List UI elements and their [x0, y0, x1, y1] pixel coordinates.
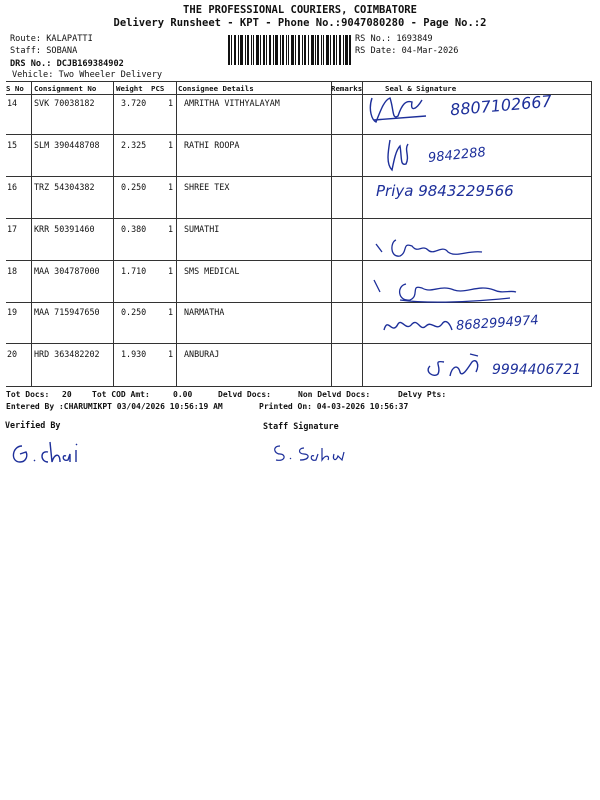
consignment-cell: MAA 304787000: [34, 266, 100, 276]
consignee-cell: SMS MEDICAL: [184, 266, 240, 276]
column-header: Consignment No: [34, 84, 97, 93]
rs-number: RS No.: 1693849: [355, 34, 433, 44]
rs-date: RS Date: 04-Mar-2026: [355, 46, 459, 56]
column-header: Seal & Signature: [385, 84, 457, 93]
signature-scribble: [380, 136, 420, 176]
consignee-cell: SUMATHI: [184, 224, 220, 234]
col-divider: [113, 81, 114, 387]
weight-cell: 0.250: [121, 182, 147, 192]
col-divider: [176, 81, 177, 387]
totals-cod-label: Tot COD Amt:: [92, 390, 150, 399]
pcs-cell: 1: [168, 182, 174, 192]
handwritten-phone: 9994406721: [492, 362, 582, 378]
staff-signature: [270, 440, 350, 464]
sno-cell: 19: [7, 307, 18, 317]
totals-docs-value: 20: [62, 390, 72, 399]
row-divider: [6, 343, 591, 344]
delivery-points-label: Delvy Pts:: [398, 390, 447, 399]
pcs-cell: 1: [168, 98, 174, 108]
table-top-rule: [6, 81, 591, 82]
consignee-cell: AMRITHA VITHYALAYAM: [184, 98, 280, 108]
route-label: Route: KALAPATTI: [10, 34, 93, 44]
sno-cell: 14: [7, 98, 18, 108]
row-divider: [6, 260, 591, 261]
sno-cell: 20: [7, 349, 18, 359]
consignee-cell: RATHI ROOPA: [184, 140, 240, 150]
weight-cell: 3.720: [121, 98, 147, 108]
table-bottom-rule: [6, 386, 591, 387]
staff-label: Staff: SOBANA: [10, 46, 78, 56]
weight-cell: 2.325: [121, 140, 147, 150]
consignee-cell: NARMATHA: [184, 307, 225, 317]
verifier-signature: [8, 438, 88, 468]
consignment-cell: MAA 715947650: [34, 307, 100, 317]
col-divider: [31, 81, 32, 387]
vehicle-label: Vehicle: Two Wheeler Delivery: [12, 70, 163, 80]
col-divider: [331, 81, 332, 387]
column-header: S No: [6, 84, 24, 93]
handwritten-phone: 8682994974: [455, 313, 540, 334]
drs-number: DRS No.: DCJB169384902: [10, 59, 124, 69]
column-header: Remarks: [331, 84, 363, 93]
column-header: Consignee Details: [178, 84, 254, 93]
col-divider: [362, 81, 363, 387]
row-divider: [6, 134, 591, 135]
weight-cell: 0.250: [121, 307, 147, 317]
signature-scribble: [380, 310, 460, 340]
consignment-cell: TRZ 54304382: [34, 182, 95, 192]
pcs-cell: 1: [168, 266, 174, 276]
handwritten-name-phone: Priya 9843229566: [376, 182, 514, 200]
sno-cell: 16: [7, 182, 18, 192]
pcs-cell: 1: [168, 307, 174, 317]
signature-scribble: [366, 90, 436, 130]
consignment-cell: SLM 390448708: [34, 140, 100, 150]
weight-cell: 1.930: [121, 349, 147, 359]
handwritten-phone: 9842288: [427, 145, 487, 166]
col-divider: [591, 81, 592, 387]
staff-signature-label: Staff Signature: [263, 421, 339, 431]
barcode-icon: [228, 35, 352, 65]
pcs-cell: 1: [168, 349, 174, 359]
row-divider: [6, 218, 591, 219]
column-header: PCS: [151, 84, 165, 93]
totals-docs-label: Tot Docs:: [6, 390, 50, 399]
sno-cell: 17: [7, 224, 18, 234]
weight-cell: 0.380: [121, 224, 147, 234]
totals-cod-value: 0.00: [173, 390, 193, 399]
runsheet-subtitle: Delivery Runsheet - KPT - Phone No.:9047080280 - Page No.:2: [113, 17, 487, 29]
handwritten-phone: 8807102667: [449, 91, 553, 120]
consignment-cell: SVK 70038182: [34, 98, 95, 108]
pcs-cell: 1: [168, 140, 174, 150]
sno-cell: 15: [7, 140, 18, 150]
weight-cell: 1.710: [121, 266, 147, 276]
pcs-cell: 1: [168, 224, 174, 234]
signature-scribble: [370, 270, 520, 304]
delivered-docs-label: Delvd Docs:: [218, 390, 271, 399]
signature-scribble: [424, 352, 490, 382]
consignment-cell: KRR 50391460: [34, 224, 95, 234]
row-divider: [6, 176, 591, 177]
sno-cell: 18: [7, 266, 18, 276]
entered-by: Entered By :CHARUMIKPT 03/04/2026 10:56:19 AM: [6, 402, 223, 411]
printed-on: Printed On: 04-03-2026 10:56:37: [259, 402, 409, 411]
column-header: Weight: [116, 84, 143, 93]
company-title: THE PROFESSIONAL COURIERS, COIMBATORE: [183, 4, 417, 16]
consignee-cell: ANBURAJ: [184, 349, 220, 359]
non-delivered-docs-label: Non Delvd Docs:: [298, 390, 371, 399]
consignee-cell: SHREE TEX: [184, 182, 230, 192]
consignment-cell: HRD 363482202: [34, 349, 100, 359]
verified-by-label: Verified By: [5, 420, 61, 430]
signature-scribble: [372, 232, 492, 262]
